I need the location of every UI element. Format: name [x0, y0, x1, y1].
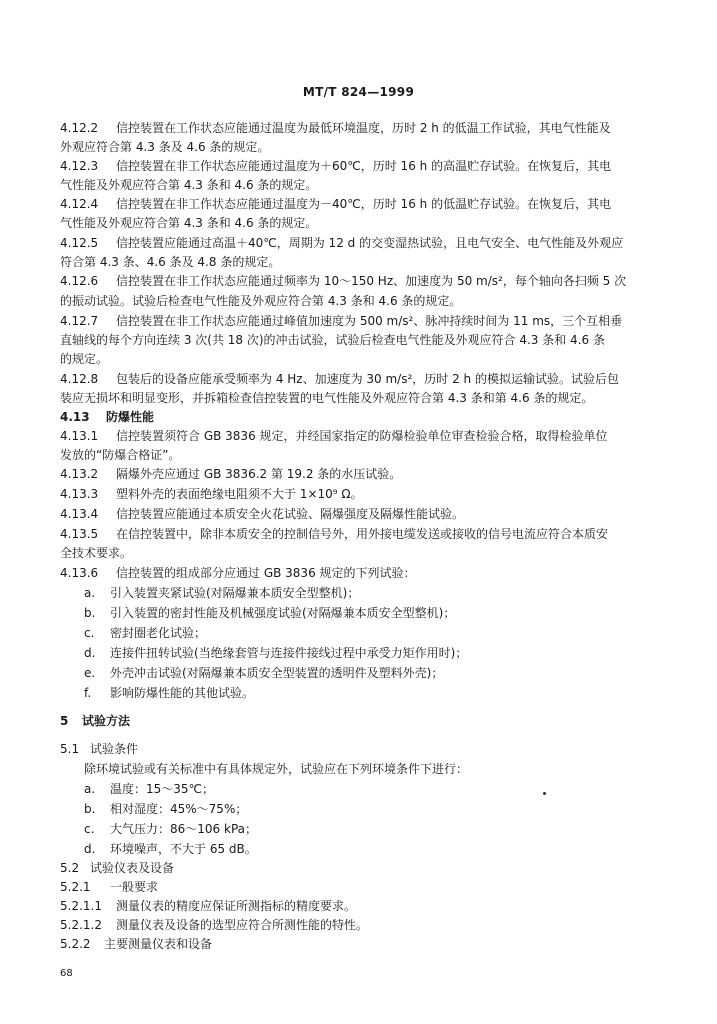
clause-text: 外观应符合第 4.3 条及 4.6 条的规定。	[60, 140, 270, 154]
section-number: 5.1	[60, 742, 80, 756]
clause-text: 塑料外壳的表面绝缘电阻须不大于 1×10⁹ Ω。	[116, 487, 363, 501]
list-item: 连接件扭转试验(当绝缘套管与连接件接线过程中承受力矩作用时)；	[110, 646, 468, 660]
clause-text: 的振动试验。试验后检查电气性能及外观应符合第 4.3 条和 4.6 条的规定。	[60, 294, 462, 308]
clause-text: 信控装置在非工作状态应能通过温度为＋60℃，历时 16 h 的高温贮存试验。在恢复后，其电	[116, 159, 612, 173]
clause-text: 全技术要求。	[60, 546, 133, 560]
clause-text: 信控装置的组成部分应通过 GB 3836 规定的下列试验：	[116, 566, 416, 580]
clause-text: 发放的“防爆合格证”。	[60, 448, 181, 462]
clause-title: 一般要求	[110, 880, 159, 894]
list-item: 影响防爆性能的其他试验。	[110, 686, 255, 700]
clause-number: 4.12.2	[60, 121, 99, 135]
list-item: 温度：15～35℃；	[110, 782, 215, 796]
list-item-mark: d.	[84, 842, 96, 856]
list-item-mark: f.	[84, 686, 92, 700]
clause-text: 直轴线的每个方向连续 3 次(共 18 次)的冲击试验，试验后检查电气性能及外观应符合 4.3 条和 4.6 条	[60, 333, 605, 347]
clause-text: 信控装置在非工作状态应能通过峰值加速度为 500 m/s²、脉冲持续时间为 11 ms，三个互相垂	[116, 314, 623, 328]
chapter-title: 试验方法	[82, 714, 131, 728]
chapter-number: 5	[60, 714, 69, 728]
clause-text: 隔爆外壳应通过 GB 3836.2 第 19.2 条的水压试验。	[116, 467, 402, 481]
section-number: 5.2	[60, 861, 80, 875]
list-item-mark: c.	[84, 822, 95, 836]
clause-number: 4.12.4	[60, 197, 99, 211]
section-title: 试验仪表及设备	[90, 861, 175, 875]
list-item-mark: e.	[84, 666, 96, 680]
clause-number: 5.2.1	[60, 880, 91, 894]
clause-number: 5.2.2	[60, 937, 91, 951]
list-item: 外壳冲击试验(对隔爆兼本质安全型装置的透明件及塑料外壳)；	[110, 666, 444, 680]
page-number: 68	[60, 968, 73, 979]
clause-text: 的规定。	[60, 352, 109, 366]
list-item: 相对湿度：45%～75%；	[110, 802, 248, 816]
list-item-mark: c.	[84, 626, 95, 640]
clause-number: 4.13.5	[60, 527, 99, 541]
list-item: 环境噪声，不大于 65 dB。	[110, 842, 257, 856]
clause-text: 除环境试验或有关标准中有具体规定外，试验应在下列环境条件下进行：	[84, 762, 469, 776]
list-item-mark: b.	[84, 802, 96, 816]
clause-number: 4.13.6	[60, 566, 99, 580]
clause-number: 4.12.7	[60, 314, 99, 328]
clause-number: 5.2.1.1	[60, 899, 102, 913]
clause-text: 气性能及外观应符合第 4.3 条和 4.6 条的规定。	[60, 216, 318, 230]
clause-number: 4.13.1	[60, 429, 99, 443]
clause-text: 测量仪表的精度应保证所测指标的精度要求。	[116, 899, 357, 913]
clause-text: 信控装置在非工作状态应能通过频率为 10～150 Hz、加速度为 50 m/s²，每个轴向各扫频 5 次	[116, 274, 627, 288]
clause-number: 4.12.3	[60, 159, 99, 173]
clause-text: 信控装置在非工作状态应能通过温度为－40℃，历时 16 h 的低温贮存试验。在恢复后，其电	[116, 197, 612, 211]
clause-text: 信控装置须符合 GB 3836 规定，并经国家指定的防爆检验单位审查检验合格，取得检验单位	[116, 429, 608, 443]
list-item: 引入装置的密封性能及机械强度试验(对隔爆兼本质安全型整机)；	[110, 606, 456, 620]
clause-number: 4.13.2	[60, 467, 99, 481]
list-item-mark: d.	[84, 646, 96, 660]
list-item-mark: a.	[84, 782, 96, 796]
clause-text: 测量仪表及设备的选型应符合所测性能的特性。	[116, 918, 369, 932]
clause-text: 气性能及外观应符合第 4.3 条和 4.6 条的规定。	[60, 178, 318, 192]
clause-text: 信控装置应能通过高温＋40℃，周期为 12 d 的交变湿热试验，且电气安全、电气性能及外观应	[116, 236, 624, 250]
clause-number: 5.2.1.2	[60, 918, 102, 932]
list-item-mark: a.	[84, 586, 96, 600]
clause-number: 4.12.5	[60, 236, 99, 250]
clause-number: 4.12.8	[60, 372, 99, 386]
section-number: 4.13	[60, 410, 90, 424]
page-header: MT/T 824—1999	[302, 85, 415, 99]
clause-text: 信控装置应能通过本质安全火花试验、隔爆强度及隔爆性能试验。	[116, 507, 465, 521]
section-title: 试验条件	[90, 742, 139, 756]
list-item: 大气压力：86～106 kPa；	[110, 822, 257, 836]
clause-text: 在信控装置中，除非本质安全的控制信号外，用外接电缆发送或接收的信号电流应符合本质安	[116, 527, 609, 541]
clause-text: 包装后的设备应能承受频率为 4 Hz、加速度为 30 m/s²，历时 2 h 的模拟运输试验。试验后包	[116, 372, 619, 386]
clause-number: 4.13.3	[60, 487, 99, 501]
clause-title: 主要测量仪表和设备	[104, 937, 213, 951]
clause-text: 装应无损坏和明显变形，并拆箱检查信控装置的电气性能及外观应符合第 4.3 条和第 4.6 条的规定。	[60, 391, 594, 405]
list-item-mark: b.	[84, 606, 96, 620]
clause-number: 4.13.4	[60, 507, 99, 521]
scan-speck	[543, 792, 546, 795]
clause-text: 信控装置在工作状态应能通过温度为最低环境温度，历时 2 h 的低温工作试验，其电气性能及	[116, 121, 611, 135]
list-item: 密封圈老化试验；	[110, 626, 207, 640]
section-title: 防爆性能	[106, 410, 155, 424]
clause-number: 4.12.6	[60, 274, 99, 288]
clause-text: 符合第 4.3 条、4.6 条及 4.8 条的规定。	[60, 255, 281, 269]
list-item: 引入装置夹紧试验(对隔爆兼本质安全型整机)；	[110, 586, 360, 600]
